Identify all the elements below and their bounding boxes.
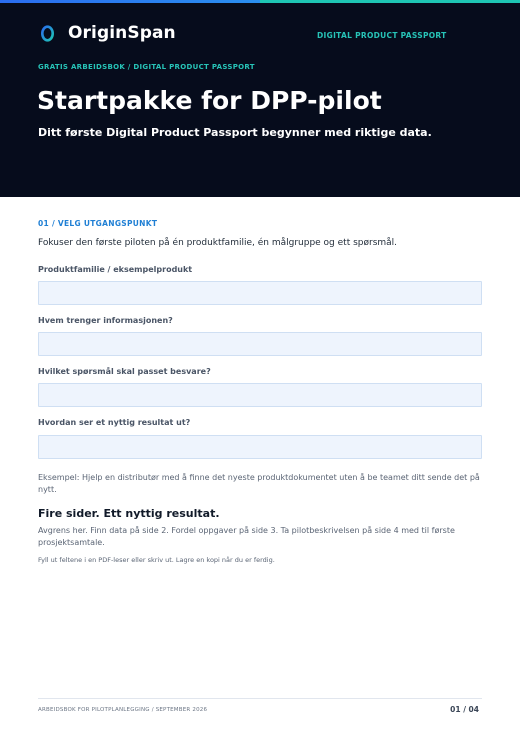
brand-logo: [40, 23, 176, 43]
field-label-question: Hvilket spørsmål skal passet besvare?: [38, 367, 211, 376]
summary-heading: Fire sider. Ett nyttig resultat.: [38, 507, 220, 520]
breadcrumb: GRATIS ARBEIDSBOK / DIGITAL PRODUCT PASSPORT: [38, 63, 255, 71]
audience-input[interactable]: [38, 332, 482, 356]
field-label-product-family: Produktfamilie / eksempelprodukt: [38, 265, 193, 274]
section-label: 01 / VELG UTGANGSPUNKT: [38, 219, 158, 228]
result-input[interactable]: [38, 435, 482, 459]
accent-bar: [0, 0, 520, 3]
brand-name: OriginSpan: [68, 23, 176, 43]
field-label-audience: Hvem trenger informasjonen?: [38, 316, 173, 325]
page-number: 01 / 04: [450, 705, 479, 714]
origin-logo-icon: [40, 24, 55, 43]
product-tag: DIGITAL PRODUCT PASSPORT: [317, 31, 447, 40]
page-subtitle: Ditt første Digital Product Passport begynner med riktige data.: [38, 126, 432, 139]
header-banner: [0, 0, 520, 197]
footer-title: ARBEIDSBOK FOR PILOTPLANLEGGING / SEPTEMBER 2026: [38, 707, 208, 713]
page-title: Startpakke for DPP-pilot: [37, 86, 382, 115]
product-family-input[interactable]: [38, 281, 482, 305]
field-label-result: Hvordan ser et nyttig resultat ut?: [38, 418, 191, 427]
question-input[interactable]: [38, 383, 482, 407]
footer-divider: [38, 698, 482, 699]
summary-text: Avgrens her. Finn data på side 2. Fordel oppgaver på side 3. Ta pilotbeskrivelsen på side 4 med til første prosjektsamtale.: [38, 526, 455, 547]
section-intro: Fokuser den første piloten på én produktfamilie, én målgruppe og ett spørsmål.: [38, 238, 398, 248]
example-text: Eksempel: Hjelp en distributør med å finne det nyeste produktdokumentet uten å be teamet ditt sende det på nytt.: [38, 473, 480, 494]
instruction-note: Fyll ut feltene i en PDF-leser eller skriv ut. Lagre en kopi når du er ferdig.: [38, 556, 275, 564]
